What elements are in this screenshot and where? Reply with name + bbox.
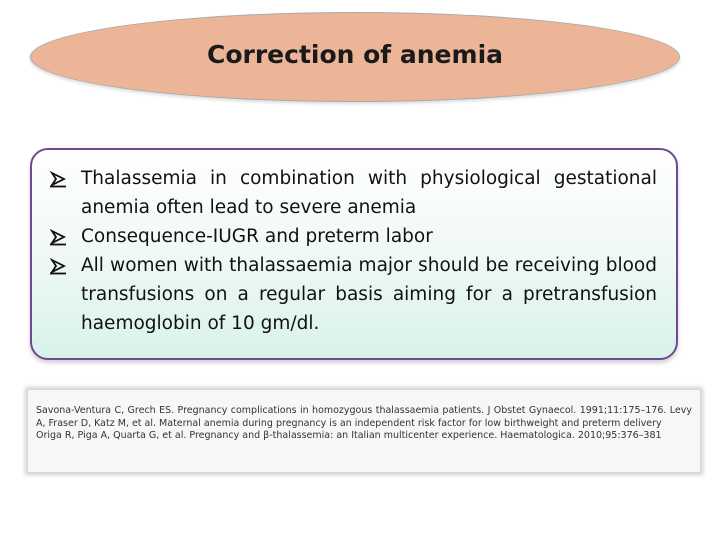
bullet-list — [50, 164, 657, 338]
references-box — [28, 390, 700, 472]
bullet-item — [50, 251, 657, 338]
bullet-item — [50, 164, 657, 222]
arrow-bullet-icon — [50, 228, 68, 246]
bullet-item — [50, 222, 657, 251]
arrow-bullet-icon — [50, 170, 68, 188]
bullet-text: All women with thalassaemia major should be receiving blood transfusions on a regular basis aiming for a pretransfusion haemoglobin of 10 gm/dl. — [81, 255, 657, 334]
reference-text: Origa R, Piga A, Quarta G, et al. Pregnancy and β-thalassemia: an Italian multicenter experience. Haematologica. 2010;95:376–381 — [36, 430, 662, 442]
bullet-text: Consequence-IUGR and preterm labor — [81, 226, 433, 247]
title-banner — [30, 12, 680, 102]
slide-title: Correction of anemia — [206, 39, 504, 69]
content-box — [30, 148, 678, 360]
arrow-bullet-icon — [50, 257, 68, 275]
reference-text: Savona-Ventura C, Grech ES. Pregnancy complications in homozygous thalassaemia patients. J Obstet Gynaecol. 1991;11:175–176. Levy A, Fraser D, Katz M, et al. Maternal anemia during pregnancy is an independent risk factor for low birthweight and preterm delivery — [36, 405, 692, 429]
bullet-text: Thalassemia in combination with physiological gestational anemia often lead to severe anemia — [81, 168, 657, 218]
